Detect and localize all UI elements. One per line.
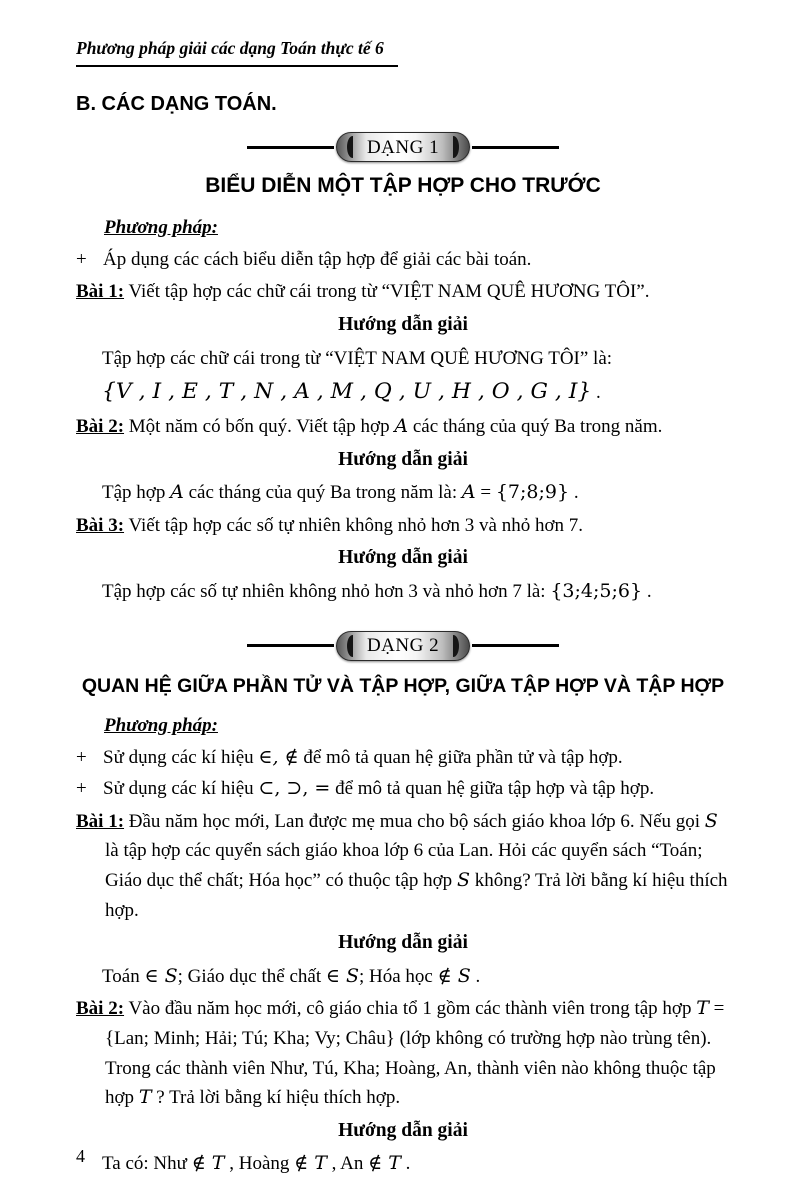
banner-rule-right: [472, 146, 559, 149]
dang2-ex2-solution: [102, 1149, 730, 1179]
exercise-text: Một năm có bốn quý. Viết tập hợp: [124, 416, 395, 438]
dang2-method-label-line: [104, 711, 730, 741]
banner-rule-left: [247, 146, 334, 149]
dang1-ex3-solution: [102, 577, 730, 607]
solution-text: , Hoàng: [224, 1153, 295, 1175]
set-expression: {3;4;5;6}: [550, 579, 643, 602]
math-variable: S: [704, 809, 718, 832]
exercise-label: Bài 2:: [76, 416, 125, 438]
plus-marker: +: [76, 248, 87, 270]
membership-expression: ∈ S: [325, 964, 359, 987]
plus-marker: +: [76, 778, 87, 800]
dang2-method-item-2: [76, 774, 730, 804]
exercise-text: Vào đầu năm học mới, cô giáo chia tổ 1 gồm các thành viên trong tập hợp: [124, 998, 697, 1020]
membership-expression: ∉ S: [437, 964, 471, 987]
set-symbols: ⊂, ⊃, =: [258, 777, 331, 800]
dang2-title: QUAN HỆ GIỮA PHẦN TỬ VÀ TẬP HỢP, GIỮA TẬP HỢP VÀ TẬP HỢP: [81, 674, 725, 697]
math-variable: T: [138, 1086, 152, 1109]
dang1-ex2-solution: [102, 478, 730, 508]
dang2-ex1-solution: [102, 962, 730, 992]
right-bracket-icon: [448, 136, 459, 158]
dang1-method-item: [76, 245, 730, 275]
right-bracket-icon: [448, 635, 459, 657]
dang1-title: BIỂU DIỄN MỘT TẬP HỢP CHO TRƯỚC: [205, 174, 601, 198]
dang1-banner-capsule: [336, 132, 470, 162]
exercise-label: Bài 1:: [76, 281, 125, 303]
method-text-post: để mô tả quan hệ giữa tập hợp và tập hợp.: [330, 778, 655, 800]
dang1-banner-label: DẠNG 1: [366, 136, 440, 158]
set-expression: {V , I , E , T , N , A , M , Q , U , H , O , G , I}: [102, 379, 592, 405]
exercise-text: ? Trả lời bằng kí hiệu thích hợp.: [151, 1087, 401, 1109]
banner-rule-right: [472, 644, 559, 647]
method-text: [103, 743, 730, 773]
method-text-post: để mô tả quan hệ giữa phần tử và tập hợp.: [298, 746, 623, 768]
method-text-pre: Sử dụng các kí hiệu: [103, 778, 259, 800]
dang2-banner-capsule: [336, 631, 470, 661]
banner-rule-left: [247, 644, 334, 647]
solution-heading: Hướng dẫn giải: [338, 1119, 468, 1141]
method-text-pre: Sử dụng các kí hiệu: [103, 746, 259, 768]
membership-expression: ∈ S: [144, 964, 178, 987]
solution-heading: Hướng dẫn giải: [338, 932, 468, 954]
page-number: 4: [76, 1145, 85, 1166]
solution-heading: Hướng dẫn giải: [338, 314, 468, 336]
running-header-row: [76, 34, 730, 67]
method-label: Phương pháp:: [104, 714, 218, 736]
period: .: [642, 580, 652, 602]
dang2-exercise-1: [76, 807, 730, 926]
math-variable: T: [696, 997, 709, 1020]
set-symbols: ∈, ∉: [258, 745, 299, 768]
dang2-banner: [247, 631, 559, 661]
exercise-label: Bài 2:: [76, 998, 125, 1020]
set-expression: {7;8;9}: [495, 481, 570, 504]
membership-expression: ∉ T: [294, 1152, 327, 1175]
math-variable: A: [461, 481, 476, 504]
solution-text: ; Hóa học: [358, 965, 438, 987]
left-bracket-icon: [347, 136, 358, 158]
solution-heading: Hướng dẫn giải: [338, 547, 468, 569]
left-bracket-icon: [347, 635, 358, 657]
running-header: Phương pháp giải các dạng Toán thực tế 6: [76, 35, 398, 67]
exercise-text: Đầu năm học mới, Lan được mẹ mua cho bộ sách giáo khoa lớp 6. Nếu gọi: [124, 810, 705, 832]
period: .: [470, 965, 481, 987]
solution-text: Ta có: Như: [102, 1153, 192, 1175]
dang1-ex1-solution-set: [102, 375, 730, 409]
dang2-banner-label: DẠNG 2: [366, 634, 440, 656]
dang1-ex1-solution-intro: Tập hợp các chữ cái trong từ “VIỆT NAM QUÊ HƯƠNG TÔI” là:: [102, 347, 613, 369]
exercise-label: Bài 3:: [76, 514, 125, 536]
dang2-exercise-2: [76, 994, 730, 1113]
plus-marker: +: [76, 746, 87, 768]
exercise-text: Viết tập hợp các chữ cái trong từ “VIỆT NAM QUÊ HƯƠNG TÔI”.: [124, 281, 650, 303]
period: .: [569, 482, 579, 504]
solution-text: Tập hợp: [102, 482, 171, 504]
exercise-text: không? Trả lời bằng kí hiệu thích hợp.: [105, 870, 728, 921]
dang1-exercise-2: [76, 412, 730, 442]
exercise-label: Bài 1:: [76, 810, 125, 832]
period: .: [591, 382, 601, 404]
math-variable: A: [170, 481, 184, 504]
method-text: Áp dụng các cách biểu diễn tập hợp để giải các bài toán.: [103, 248, 532, 270]
exercise-text: các tháng của quý Ba trong năm.: [408, 416, 663, 438]
exercise-text: là tập hợp các quyển sách giáo khoa lớp 6 của Lan. Hỏi các quyển sách “Toán; Giáo dục thể chất; Hóa học” có thuộc tập hợp: [105, 840, 703, 892]
dang1-exercise-1: [76, 277, 730, 307]
membership-expression: ∉ T: [368, 1152, 401, 1175]
solution-text: Toán: [102, 965, 145, 987]
period: .: [400, 1153, 411, 1175]
dang1-method-label-line: [104, 213, 730, 243]
solution-text: ; Giáo dục thể chất: [177, 965, 326, 987]
solution-text: Tập hợp các số tự nhiên không nhỏ hơn 3 và nhỏ hơn 7 là:: [102, 580, 551, 602]
solution-text: , An: [326, 1153, 369, 1175]
dang1-banner: [247, 132, 559, 162]
membership-expression: ∉ T: [191, 1152, 225, 1175]
math-variable: S: [456, 869, 470, 892]
method-label: Phương pháp:: [104, 217, 218, 239]
solution-text: các tháng của quý Ba trong năm là:: [183, 482, 462, 504]
equals-sign: =: [475, 482, 496, 504]
dang1-exercise-3: [76, 511, 730, 541]
section-heading: B. CÁC DẠNG TOÁN.: [76, 93, 277, 116]
math-variable: A: [394, 415, 409, 438]
exercise-text: Viết tập hợp các số tự nhiên không nhỏ hơn 3 và nhỏ hơn 7.: [124, 514, 584, 536]
method-text: [103, 774, 730, 804]
solution-heading: Hướng dẫn giải: [338, 448, 468, 470]
exercise-text: = {Lan; Minh; Hải; Tú; Kha; Vy; Châu} (lớp không có trường hợp nào trùng tên). Trong các thành viên Như, Tú, Kha; Hoàng, An, thành viên nào không thuộc tập hợp: [105, 998, 725, 1109]
dang2-method-item-1: [76, 743, 730, 773]
